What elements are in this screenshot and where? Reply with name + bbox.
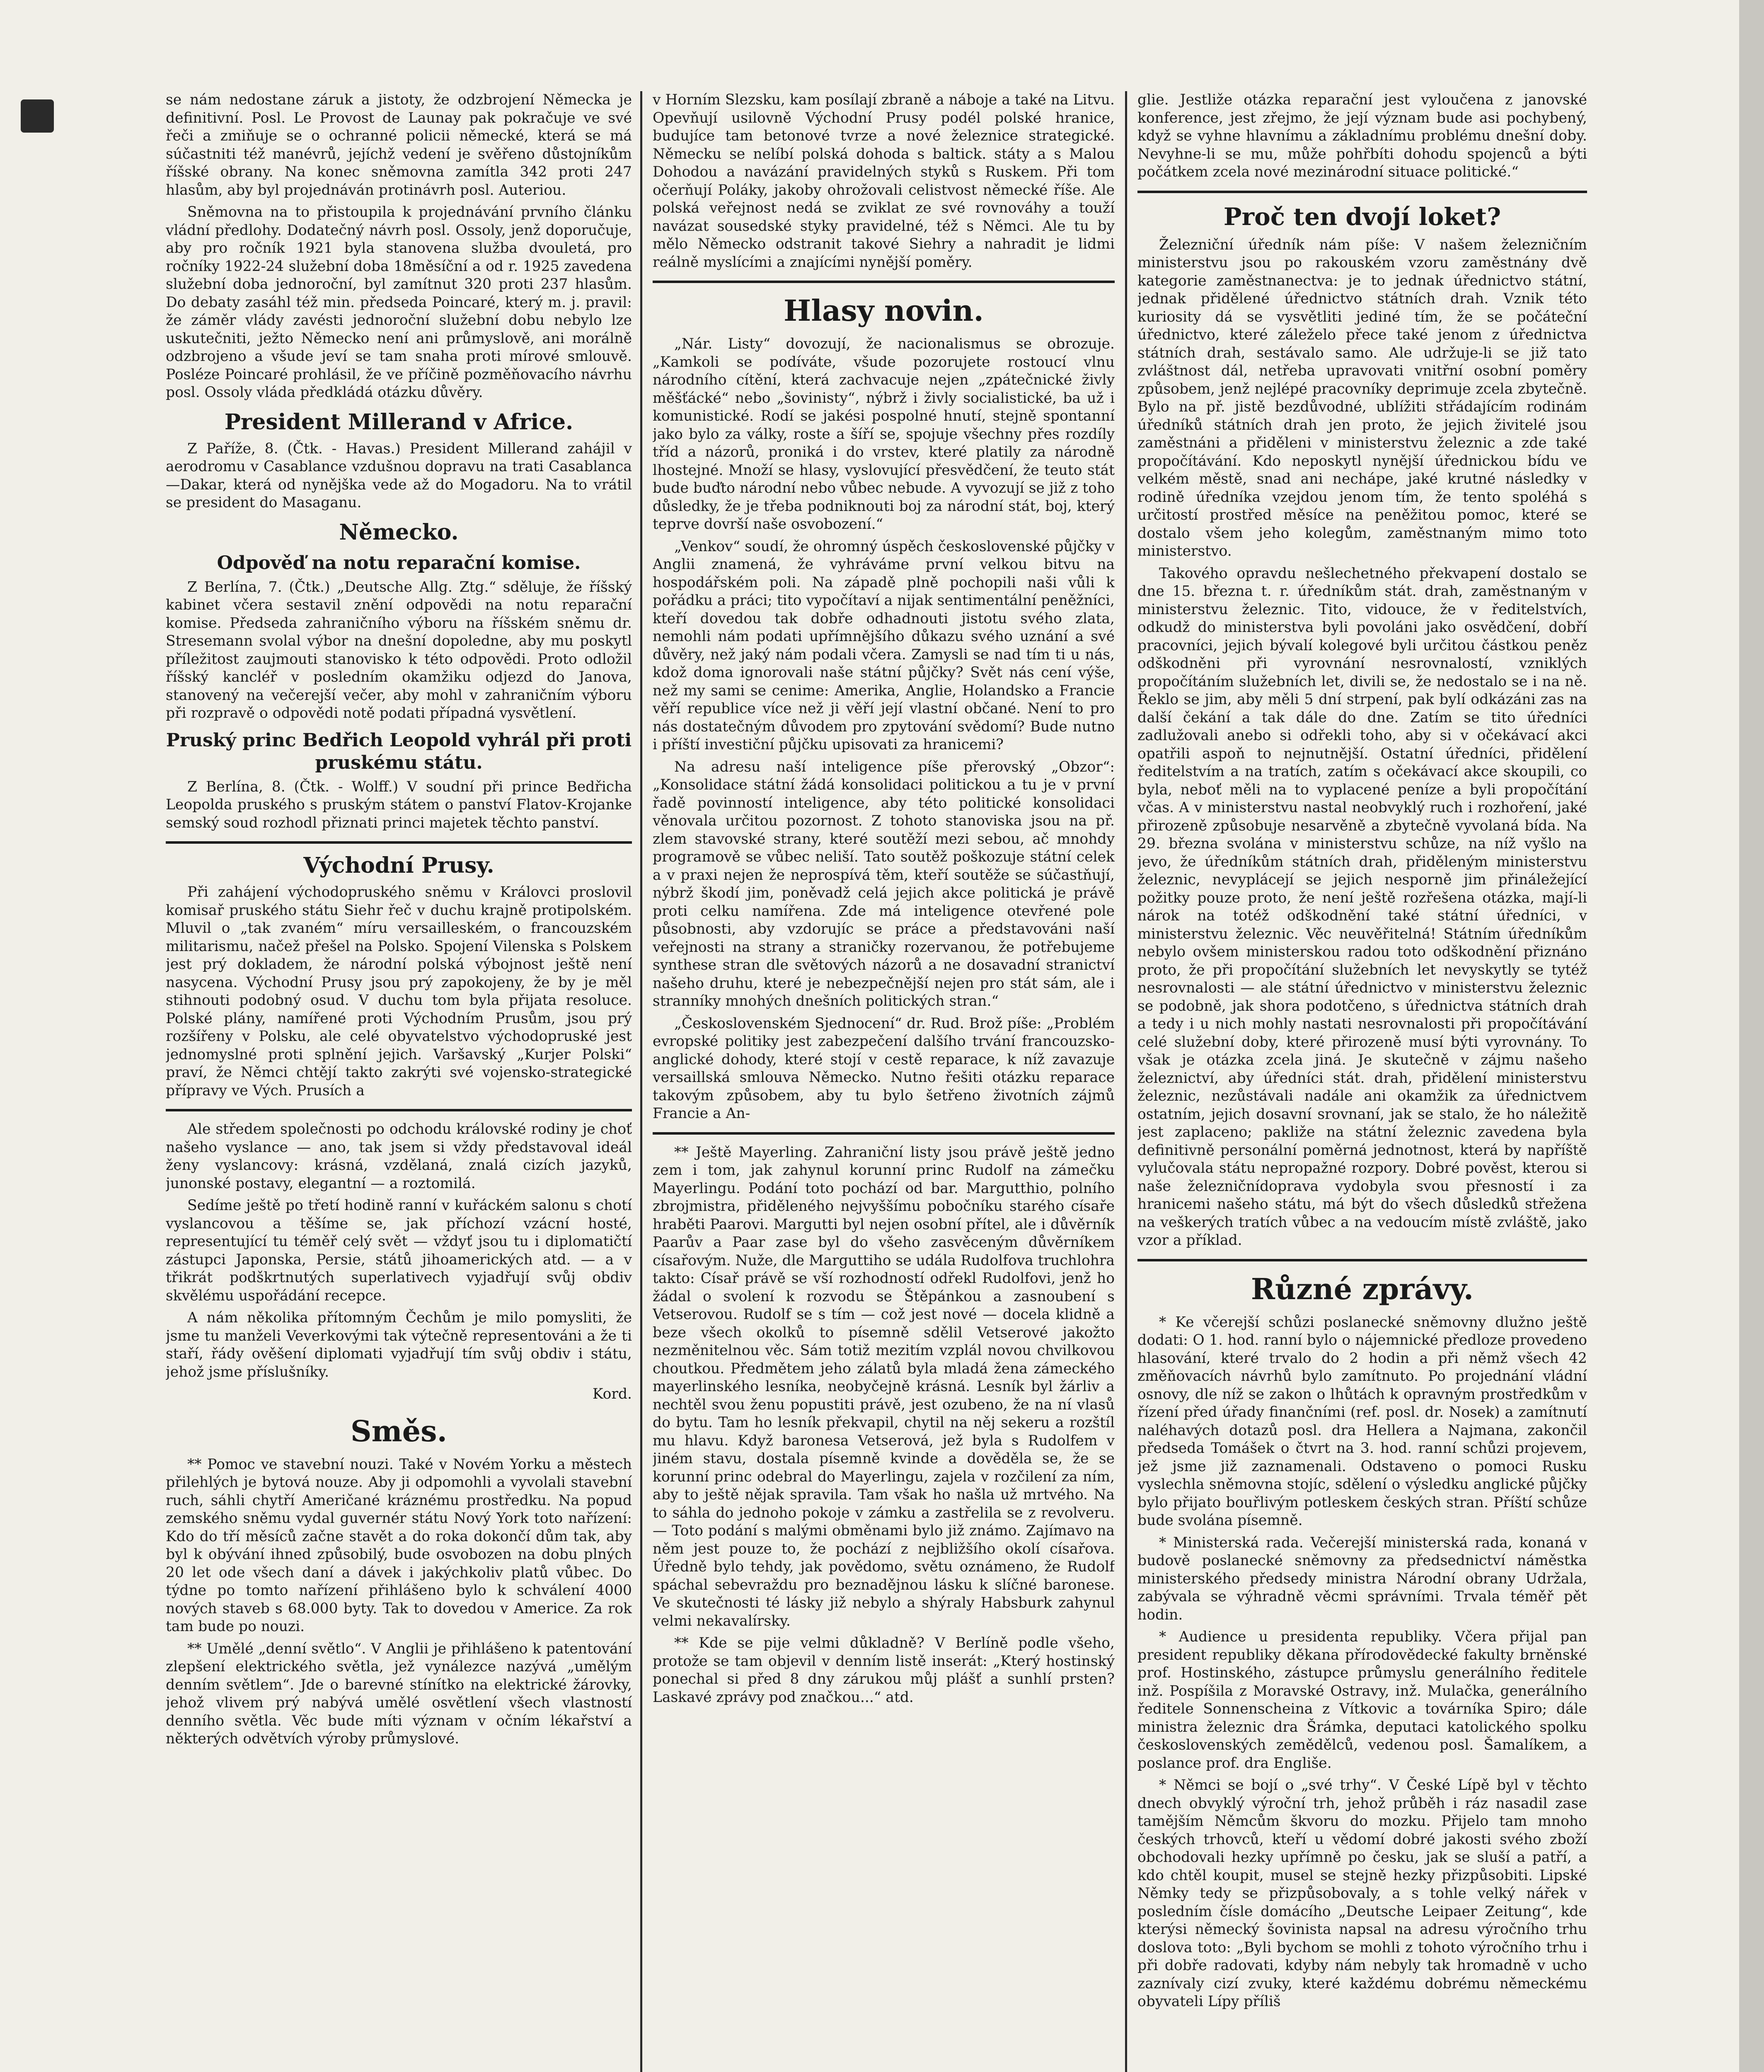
section-divider	[653, 281, 1115, 283]
hlasy-item: „Československém Sjednocení“ dr. Rud. Brož píše: „Problém evropské politiky jest zabezpečení dalšího trvání francouzsko-anglické dohody, které stojí v cestě reparace, k níž zavazuje versaillská smlouva Německo. Nutno řešiti otázku reparace takovým způsobem, aby tu bylo šetřeno životních zájmů Francie a An-	[653, 1015, 1115, 1122]
hlasy-item: „Venkov“ soudí, že ohromný úspěch československé půjčky v Anglii znamená, že vyhráváme první velkou bitvu na hospodářském poli. Na západě plně pochopili naši vůli k pořádku a práci; tito vypočítaví a nijak sentimentální peněžníci, kteří dovedou tak dobře odhadnouti jistotu svého zlata, nemohli nám podati upřímnějšího důkazu svého uznání a své důvěry, než jaký nám podali včera. Zamysli se nad tím ti u nás, kdož doma ignorovali naše státní půjčky? Svět nás cení výše, než my sami se cenime: Amerika, Anglie, Holandsko a Francie věří republice více než ji věří její vlastní občané. Není to pro nás dostatečným důvodem pro zpytování svědomí? Bude nutno i příští investiční půjčku upisovati za hranicemi?	[653, 538, 1115, 753]
heading-prusy: Východní Prusy.	[303, 853, 494, 878]
feuilleton-paragraph: Sedíme ještě po třetí hodině ranní v kuřáckém salonu s chotí vyslancovou a těšíme se, jak příchozí vzácní hosté, representující tu téměř celý svět — vždyť jsou tu i diplomatičtí zástupci Japonska, Persie, států jihoamerických atd. — a v třikrát podškrtnutých superlativech vyjadřují svůj obdiv skvělému uspořádání recepce.	[166, 1197, 632, 1304]
loket-paragraph: Železniční úředník nám píše: V našem železničním ministerstvu jsou po rakouském vzoru zaměstnány dvě kategorie zaměstnanectva: je to jednak úřednictvo státní, jednak přidělené úřednictvo státních drah. Vznik této kuriosity dá se vysvětliti jediné tím, že se počáteční úřednictvo, které záleželo přece také jenom z úřednictva státních drah, sestávalo samo. Ale udržuje-li se již tato zvláštnost dál, netřeba upravovati vnitřní osobní poměry způsobem, jenž nejlépé pracovníky deprimuje zcela zbytečně. Bylo na př. jistě bezdůvodné, ublížiti střádajícím rodinám úředníků státních drah jen proto, že jejich živitelé jsou zaměstnáni a přiděleni v ministerstvu železnic a zde také propočítávání. Kdo neposkytl nynější úřednickou bídu ve velkém městě, snad ani nechápe, jaké krutné následky v rodině úředníka vzejdou jenom tím, že tento spoléhá s určitostí prostřed měsíce na peněžitou pomoc, které se dostalo všem jeho kolegům, zaměstnaným mimo toto ministerstvo.	[1137, 236, 1587, 559]
smes-item: ** Umělé „denní světlo“. V Anglii je přihlášeno k patentování zlepšení elektrického světla, jež vynálezce nazývá „umělým denním světlem“. Jde o barevné stínítko na elektrické žárovky, jehož vlivem prý nabývá umělé osvětlení všech vlastností denního světla. Věc bude míti význam v očním lékařství a některých odvětvích výroby průmyslové.	[166, 1640, 632, 1747]
heading-millerand: President Millerand v Africe.	[224, 409, 573, 435]
column-rule	[1125, 91, 1127, 2072]
prusy-continuation: v Horním Slezsku, kam posílají zbraně a náboje a také na Litvu. Opevňují usilovně Východní Prusy podél polské hranice, budujíce tam betonové tvrze a nové železnice strategické. Německu se nelíbí polská dohoda s baltick. státy a s Malou Dohodou a navázání pravidelných styků s Ruskem. Při tom očerňují Poláky, jakoby ohrožovali celistvost německé říše. Ale polská veřejnost nedá se zviklat ze své rovnováhy a touží navázat sousedské styky pravidelné, též s Němci. Ale tu by mělo Německo odstranit takové Siehry a nahradit je lidmi reálně myslícími a znajícími nynější poměry.	[653, 92, 1115, 271]
bedrich-text: Z Berlína, 8. (Čtk. - Wolff.) V soudní při prince Bedřicha Leopolda pruského s pruským státem o panství Flatov-Krojanke semský soud rozhodl přiznati princi majetek těchto panství.	[166, 778, 632, 831]
prusy-text: Při zahájení východopruského sněmu v Královci proslovil komisař pruského státu Siehr řeč v duchu krajně protipolském. Mluvil o „tak zvaném“ míru versailleském, o francouzském militarismu, načež přešel na Polsko. Spojení Vilenska s Polskem jest prý dokladem, že národní polská výbojnost ještě není nasycena. Východní Prusy jsou prý zapokojeny, že by je měl stihnouti podobný osud. V duchu tom byla přijata resoluce. Polské plány, namířené proti Východním Prusům, jsou prý rozšířeny v Polsku, ale celé obyvatelstvo východopruské jest jednomyslné proti splnění jejich. Varšavský „Kurjer Polski“ praví, že Němci chtějí takto zakrýti své vojensko-strategické přípravy ve Vých. Prusích a	[166, 884, 632, 1099]
hlasy-item: „Nár. Listy“ dovozují, že nacionalismus se obrozuje. „Kamkoli se podíváte, všude pozorujete rostoucí vlnu národního cítění, která zachvacuje nejen „zpátečnické živly měšťácké“ nebo „šovinisty“, nýbrž i živly socialistické, ba už i komunistické. Rodí se jakési pospolné hnutí, stejně spontanní jako bylo za války, roste a šíří se, spojuje všechny přes rozdíly tříd a názorů, proniká i do vrstev, které platily za národně lhostejné. Množí se hlasy, vyslovující přesvědčení, že teuto stát bude buďto národní nebo vůbec nebude. A vyvozují se již z toho důsledky, že je třeba podniknouti boj za národní stát, boj, který teprve dovrší naše osvobození.“	[653, 336, 1115, 533]
millerand-text: Z Paříže, 8. (Čtk. - Havas.) President Millerand zahájil v aerodromu v Casablance vzdušnou dopravu na trati Casablanca—Dakar, která od nynějška vede až do Mogadoru. Na to vrátil se president do Masaganu.	[166, 440, 632, 511]
mayerling-item: ** Ještě Mayerling. Zahraniční listy jsou právě ještě jedno zem i tom, jak zahynul korunní princ Rudolf na zámečku Mayerlingu. Podání toto pochází od bar. Margutthio, polního zbrojmistra, přiděleného nejvyššímu pobočníku starého císaře hraběti Paarovi. Margutti byl nejen osobní přítel, ale i důvěrník Paarův a Paar zase byl do všeho zasvěceným důvěrníkem císařovým. Nuže, dle Marguttiho se udála Rudolfova truchlohra takto: Císař právě se vší rozhodností odřekl Rudolfovi, jenž ho žádal o svolení k rozvodu se Štěpánkou a zasnoubení s Vetserovou. Rudolf se s tím — což jest nové — docela klidně a beze všech okolků to písemně sdělil Vetserové jakožto nezměnitelnou věc. Sám totiž mezitím vzplál novou chvilkovou choutkou. Předmětem jeho zálatů byla mladá žena zámeckého mayerlinského lesníka, neobyčejně krásná. Lesník byl žárliv a nechtěl svou ženu popustiti právě, jest ozubeno, že na ní vlasů do bytu. Tam ho lesník překvapil, chytil na něj sekeru a rozštíl mu hlavu. Když baronesa Vetserová, jež byla s Rudolfem v jiném stavu, dostala písemně kvinde a dověděla se, že se korunní princ odebral do Mayerlingu, zajela v rozčilení za ním, aby to ještě nějak spravila. Tam však ho našla už mrtvého. Na to sáhla do jednoho pokoje v zámku a zastřelila se z revolveru. — Toto podání s malými obměnami bylo již známo. Zajímavo na něm jest pouze to, že pochází z nejbližšího okolí císařova. Úředně bylo tehdy, jak povědomo, světu oznámeno, že Rudolf spáchal sebevraždu pro beznadějnou lásku k slíčné baronese. Ve skutečnosti té lásky již nebylo a shýraly Habsburk zahynul velmi nekavalírsky.	[653, 1144, 1115, 1629]
hlasy-item: Na adresu naší inteligence píše přerovský „Obzor“: „Konsolidace státní žádá konsolidaci politickou a tu je v první řadě povinností inteligence, aby této politické konsolidaci věnovala určitou pozornost. Z tohoto stanoviska jsou na př. zlem stavovské strany, které soutěží mezi sebou, ač mnohdy programově se vůbec neliší. Tato soutěž poškozuje státní celek a v praxi nejen že neprospívá těm, kteří soutěže se súčastňují, nýbrž škodí jim, poněvadž celá jejich akce politická je právě proti celku namířena. Zde má inteligence otevřené pole působnosti, aby vzdorujíc se práce a představováni naší veřejnosti na strany a straničky rozervanou, že potřebujeme synthese stran dle světových názorů a ne dosavadní stranictví našeho druhu, které je nebezpečnější nejen pro stát sám, ale i stranníky mnohých dnešních politických stran.“	[653, 758, 1115, 1009]
column-rule	[640, 91, 642, 2072]
feuilleton-divider	[653, 1132, 1115, 1135]
column-3	[1137, 91, 1587, 2072]
column-1	[166, 91, 632, 2072]
column-2	[653, 91, 1115, 2072]
feuilleton-divider	[166, 1109, 632, 1111]
feuilleton-paragraph: A nám několika přítomným Čechům je milo pomysliti, že jsme tu manželi Veverkovými tak výtečně representováni a že ti staří, řády ověšení diplomati vyjadřují tím svůj obdiv i státu, jehož jsme příslušníky.	[166, 1310, 632, 1380]
heading-smes: Směs.	[351, 1414, 447, 1448]
scan-registration-mark	[21, 99, 54, 133]
loket-paragraph: Takového opravdu nešlechetného překvapení dostalo se dne 15. března t. r. úředníkům stát. drah, zaměstnaným v ministerstvu železnic. Tito, vidouce, že v ředitelstvích, odkudž do ministerstva byli povoláni jako osvědčení, dobří pracovníci, jejich bývalí kolegové byli určitou částkou peněz odškodněni při vyrovnání nesrovnalostí, vzniklých propočítáním služebních let, divili se, že nedostalo se i na ně. Řeklo se jim, aby měli 5 dní strpení, pak bylí odkázáni zas na další čekání a tak dále do dne. Zatím se tito úředníci zadlužovali anebo si odřekli toho, aby si v očekávací akci opatřili aspoň to nejnutnější. Ostatní úředníci, přidělení ředitelstvím a na tratích, zatím s očekávací akce skoupili, co byla, neboť měli na to vyplacené peníze a byli propočítání včas. A v ministerstvu nastal neobvyklý ruch i rozhoření, jaké přirozeně způsobuje nesarvěně a zbytečně vyvolaná bída. Na 29. března svolána v ministerstvu schůze, na níž vyšlo na jevo, že úředníkům státních drah, přiděleným ministerstvu železnic, nevyplácejí se jejich nesporně jim přináležející požitky pouze proto, že není ještě rozřešena otázka, mají-li nárok na totéž odškodnění také státní úředníci, v ministerstvu železnic. Věc neuvěřitelná! Státním úředníkům nebylo ovšem ministerskou radou toto odškodnění přiznáno proto, že při propočítání služebních let nevyskytly se tytéž nesrovnalosti — ale státní úřednictvo v ministerstvu železnic se podobně, jak shora podotčeno, s úřednictva státních drah a tedy i u nich mohly nastati nesrovnalosti při propočítávání celé služební doby, které přirozeně musí býti vyrovnány. To však je otázka zcela jiná. Je skutečně v zájmu našeho železnictví, aby úředníci stát. drah, přidělení ministerstvu železnic, nezůstávali nadále ani okamžik za úřednictvem ostatním, jejich dosavní srovnaní, jak se stalo, že ho náležitě jest zaplaceno; pakliže na státní železnic zavedena byla definitivně personální poměrná jednotnost, která by napříště vylučovala státu nepropažné rozpory. Dobré pověst, kterou si naše železničnídoprava vydobyla svou přesností i za hranicemi našeho státu, má být do všech důsledků střežena na veškerých tratích vůbec a na vedoucím místě zvláště, jako vzor a příklad.	[1137, 565, 1587, 1249]
odpoved-text: Z Berlína, 7. (Čtk.) „Deutsche Allg. Ztg.“ sděluje, že říšský kabinet včera sestavil znění odpovědi na notu reparační komise. Předseda zahraničního výboru na říšském sněmu dr. Stresemann svolal výbor na dnešní dopoledne, aby mu poskytl příležitost zaujmouti stanovisko k této odpovědi. Proto odložil říšský kancléř v posledním okamžiku odjezd do Janova, stanovený na večerejší večer, aby mohl v zahraničním výboru při rozpravě o odpovědi notě podati případná vysvětlení.	[166, 579, 632, 721]
smes-item: ** Pomoc ve stavební nouzi. Také v Novém Yorku a městech přilehlých je bytová nouze. Aby ji odpomohli a vyvolali stavební ruch, sáhli chytří Američané kráznému prostředku. Na popud zemského sněmu vydal guvernér státu Nový York toto nařízení: Kdo do tří měsíců začne stavět a do roka dokončí dům tak, aby byl k obývání ihned způsobilý, bude osvobozen na dobu plných 20 let ode všech daní a dávek i jakýchkoliv platů vůbec. Do týdne po tomto nařízení přihlášeno bylo k schválení 4000 nových staveb s 68.000 byty. Tak to dovedou v Americe. Za rok tam bude po nouzi.	[166, 1456, 632, 1635]
heading-nemecko: Německo.	[339, 519, 459, 545]
scan-edge	[1739, 0, 1764, 2072]
hlasy-continuation: glie. Jestliže otázka reparační jest vyloučena z janovské konference, jest zřejmo, že její význam bude asi pochybený, když se vyhne hlavnímu a základnímu problému dnešní doby. Nevyhne-li se mu, může pohřbíti dohodu spojenců a býti počátkem zcela nové mezinárodní situace politické.“	[1137, 92, 1587, 180]
feuilleton-signature: Kord.	[592, 1386, 632, 1402]
ruzne-item: * Ministerská rada. Večerejší ministerská rada, konaná v budově poslanecké sněmovny za předsednictví náměstka ministerského předsedy ministra Národní obrany Udržala, zabývala se výhradně věcmi správními. Trvala téměř pět hodin.	[1137, 1534, 1587, 1623]
heading-odpoved: Odpověď na notu reparační komise.	[217, 552, 581, 574]
section-divider	[1137, 191, 1587, 193]
article-paragraph: Sněmovna na to přistoupila k projednávání prvního článku vládní předlohy. Dodatečný návrh posl. Ossoly, jenž doporučuje, aby pro ročník 1921 byla stanovena služba dvouletá, pro ročníky 1922-24 služební doba 18měsíční a od r. 1925 zavedena služební doba jednoroční, byl zamítnut 320 proti 237 hlasům. Do debaty zasáhl též min. předseda Poincaré, který m. j. pravil: že záměr vlády zavésti jednoroční služební dobu nebylo lze uskutečniti, ježto Německo není ani průmyslově, ani morálně odzbrojeno a všude jeví se tam snaha proti mírové smlouvě. Posléze Poincaré prohlásil, že ve příčině pozměňovacího návrhu posl. Ossoly vláda předkládá otázku důvěry.	[166, 204, 632, 401]
ruzne-item: * Audience u presidenta republiky. Včera přijal pan president republiky děkana přírodovědecké fakulty brněnské prof. Hostinského, zástupce průmyslu generálního ředitele inž. Pospíšila z Moravské Ostravy, inž. Mulačka, generálního ředitele Sonnenscheina z Vítkovic a továrníka Spiro; dále ministra železnic dra Šrámka, deputaci katolického spolku československých zemědělců, vedenou posl. Šamalíkem, a poslance prof. dra Engliše.	[1137, 1629, 1587, 1772]
heading-bedrich: Pruský princ Bedřich Leopold vyhrál při proti pruskému státu.	[166, 729, 632, 773]
section-divider	[1137, 1259, 1587, 1261]
heading-loket: Proč ten dvojí loket?	[1223, 202, 1501, 231]
heading-ruzne: Různé zprávy.	[1251, 1271, 1474, 1306]
ruzne-item: * Němci se bojí o „své trhy“. V České Lípě byl v těchto dnech obvyklý výroční trh, jehož průběh i ráz nasadil zase tamějším Němcům škvoru do mozku. Přijelo tam mnoho českých trhovců, kteří u vědomí dobré jakosti svého zboží obchodovali hezky upřímně po česku, jak se sluší a patří, a kdo chtěl koupit, musel se stejně hezky přizpůsobiti. Lipské Němky tedy se přizpůsobovaly, a s tohle velký nářek v posledním čísle domácího „Deutsche Leipaer Zeitung“, kde kterýsi německý šovinista napsal na adresu výročního trhu doslova toto: „Byli bychom se mohli z tohoto výročního trhu i při dobře radovati, kdyby nám nebyly tak hromadně v ucho zaznívaly cizí zvuky, které každému dobrému německému obyvateli Lípy příliš	[1137, 1777, 1587, 2010]
article-continuation: se nám nedostane záruk a jistoty, že odzbrojení Německa je definitivní. Posl. Le Provost de Launay pak pokračuje ve své řeči a zmiňuje se o ochranné policii německé, která se má súčastniti též manévrů, jejíchž vedení je svěřeno důstojníkům říšské obrany. Na konec sněmovna zamítla 342 proti 247 hlasům, aby byl projednáván protinávrh posl. Auteriou.	[166, 92, 632, 198]
ruzne-item: * Ke včerejší schůzi poslanecké sněmovny dlužno ještě dodati: O 1. hod. ranní bylo o nájemnické předloze provedeno hlasování, které trvalo do 2 hodin a při němž všech 42 změňovacích návrhů bylo zamítnuto. Po projednání vládní osnovy, dle níž se zakon o lhůtách k opravným prostředkům v řízení před úřady finančními (ref. posl. dr. Nosek) a zamítnutí naléhavých dotazů posl. dra Hellera a Najmana, zakončil předseda Tomášek o čtvrt na 3. hod. ranní schůzi projevem, jež jsme již zaznamenali. Odstaveno o pomoci Rusku vyslechla sněmovna stojíc, sdělení o výsledku anglické půjčky bylo přijato bouřlivým potleskem českých stran. Příští schůze bude svolána písemně.	[1137, 1314, 1587, 1529]
section-divider	[166, 841, 632, 844]
heading-hlasy: Hlasy novin.	[784, 293, 984, 328]
newspaper-page	[166, 91, 1587, 2072]
feuilleton-paragraph: Ale středem společnosti po odchodu královské rodiny je choť našeho vyslance — ano, tak jsem si vždy představoval ideál ženy vyslancovy: krásná, vzdělaná, znalá cizích jazyků, junonské postavy, elegantní — a roztomilá.	[166, 1121, 632, 1192]
berlin-inserat-item: ** Kde se pije velmi důkladně? V Berlíně podle všeho, protože se tam objevil v denním listě inserát: „Který hostinský ponechal si před 8 dny zárukou můj plášť a sunhlí prsten? Laskavé zprávy pod značkou...“ atd.	[653, 1635, 1115, 1706]
